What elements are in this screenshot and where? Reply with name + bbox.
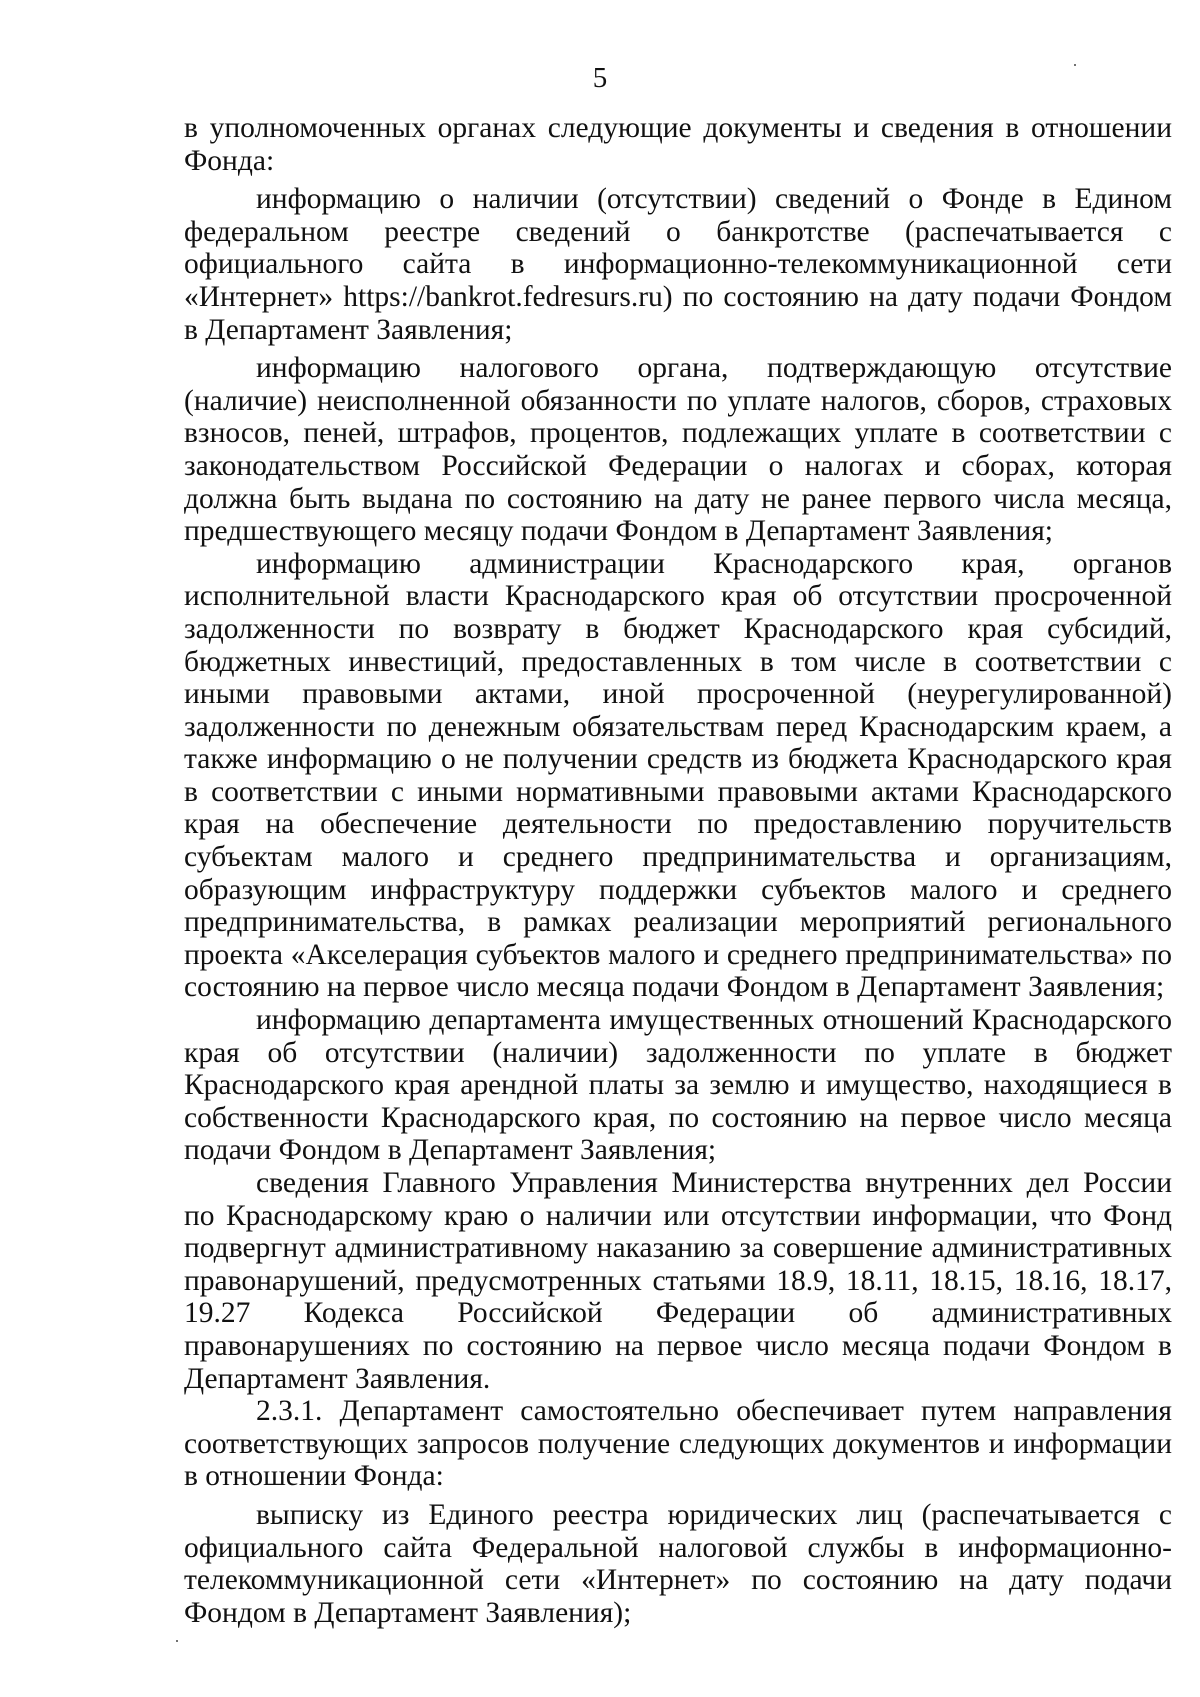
paragraph-section-2-3-1: 2.3.1. Департамент самостоятельно обеспечивает путем направления соответствующих запросов получение следующих документов и информации в отношении Фонда: <box>184 1395 1172 1493</box>
paragraph-interior-ministry: сведения Главного Управления Министерства внутренних дел России по Краснодарскому краю о наличии или отсутствии информации, что Фонд подвергнут административному наказанию за совершение административных правонарушений, предусмотренных статьями 18.9, 18.11, 18.15, 18.16, 18.17, 19.27 Кодекса Российской Федерации об административных правонарушениях по состоянию на первое число месяца подачи Фондом в Департамент Заявления. <box>184 1167 1172 1395</box>
paragraph-tax-authority: информацию налогового органа, подтверждающую отсутствие (наличие) неисполненной обязанности по уплате налогов, сборов, страховых взносов, пеней, штрафов, процентов, подлежащих уплате в соответствии с законодательством Российской Федерации о налогах и сборах, которая должна быть выдана по состоянию на дату не ранее первого числа месяца, предшествующего месяцу подачи Фондом в Департамент Заявления; <box>184 352 1172 548</box>
paragraph-legal-entities-registry: выписку из Единого реестра юридических лиц (распечатывается с официального сайта Федеральной налоговой службы в информационно-телекоммуникационной сети «Интернет» по состоянию на дату подачи Фондом в Департамент Заявления); <box>184 1498 1172 1629</box>
scan-speck <box>176 1640 178 1642</box>
paragraph-bankruptcy-registry: информацию о наличии (отсутствии) сведений о Фонде в Едином федеральном реестре сведений о банкротстве (распечатывается с официального сайта в информационно-телекоммуникационной сети «Интернет» https://bankrot.fedresurs.ru) по состоянию на дату подачи Фондом в Департамент Заявления; <box>184 183 1172 346</box>
document-body <box>184 112 1172 1629</box>
page-number: 5 <box>592 62 608 94</box>
scan-speck <box>1074 64 1076 66</box>
paragraph-continuation: в уполномоченных органах следующие документы и сведения в отношении Фонда: <box>184 112 1172 177</box>
paragraph-krasnodar-administration: информацию администрации Краснодарского края, органов исполнительной власти Краснодарского края об отсутствии просроченной задолженности по возврату в бюджет Краснодарского края субсидий, бюджетных инвестиций, предоставленных в том числе в соответствии с иными правовыми актами, иной просроченной (неурегулированной) задолженности по денежным обязательствам перед Краснодарским краем, а также информацию о не получении средств из бюджета Краснодарского края в соответствии с иными нормативными правовыми актами Краснодарского края на обеспечение деятельности по предоставлению поручительств субъектам малого и среднего предпринимательства и организациям, образующим инфраструктуру поддержки субъектов малого и среднего предпринимательства, в рамках реализации мероприятий регионального проекта «Акселерация субъектов малого и среднего предпринимательства» по состоянию на первое число месяца подачи Фондом в Департамент Заявления; <box>184 547 1172 1004</box>
paragraph-property-department: информацию департамента имущественных отношений Краснодарского края об отсутствии (наличии) задолженности по уплате в бюджет Краснодарского края арендной платы за землю и имущество, находящиеся в собственности Краснодарского края, по состоянию на первое число месяца подачи Фондом в Департамент Заявления; <box>184 1004 1172 1167</box>
